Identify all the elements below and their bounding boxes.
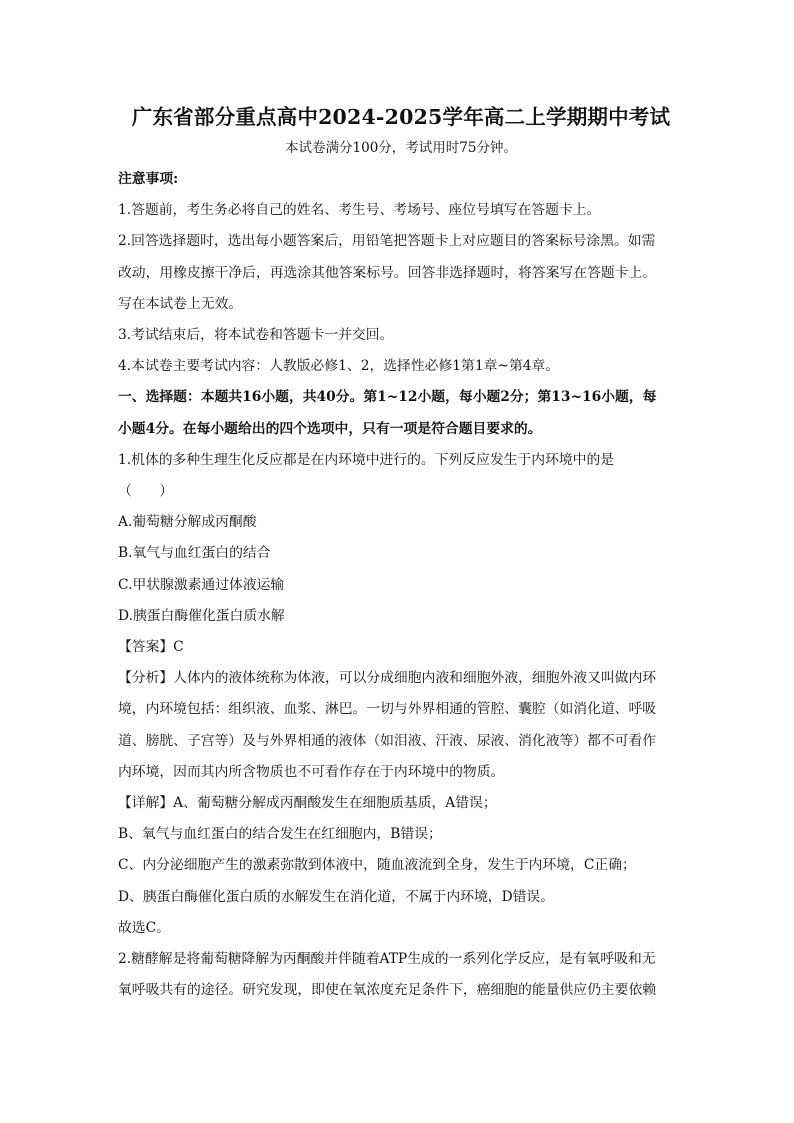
section-heading-line-1: 一、选择题：本题共16小题，共40分。第1~12小题，每小题2分；第13~16小题，每 bbox=[118, 389, 657, 406]
exam-info: 本试卷满分100分，考试用时75分钟。 bbox=[285, 140, 517, 156]
note-item-4: 4.本试卷主要考试内容：人教版必修1、2，选择性必修1第1章~第4章。 bbox=[118, 358, 560, 375]
question-2-stem-line-1: 2.糖酵解是将葡萄糖降解为丙酮酸并伴随着ATP生成的一系列化学反应，是有氧呼吸和无 bbox=[118, 951, 656, 968]
note-item-2-line-3: 写在本试卷上无效。 bbox=[118, 295, 243, 312]
question-1-option-a: A.葡萄糖分解成丙酮酸 bbox=[118, 514, 257, 531]
question-1-option-d: D.胰蛋白酶催化蛋白质水解 bbox=[118, 607, 285, 624]
page-title: 广东省部分重点高中2024-2025学年高二上学期期中考试 bbox=[131, 105, 671, 129]
question-1-detail-d: D、胰蛋白酶催化蛋白质的水解发生在消化道，不属于内环境，D错误。 bbox=[118, 888, 555, 905]
question-1-analysis-line-3: 道、膀胱、子宫等）及与外界相通的液体（如泪液、汗液、尿液、消化液等）都不可看作 bbox=[118, 732, 657, 749]
note-item-2-line-1: 2.回答选择题时，选出每小题答案后，用铅笔把答题卡上对应题目的答案标号涂黑。如需 bbox=[118, 233, 656, 250]
question-1-analysis-line-1: 【分析】人体内的液体统称为体液，可以分成细胞内液和细胞外液，细胞外液又叫做内环 bbox=[118, 670, 657, 687]
question-1-option-b: B.氧气与血红蛋白的结合 bbox=[118, 545, 271, 562]
question-1-detail-b: B、氧气与血红蛋白的结合发生在红细胞内，B错误； bbox=[118, 826, 442, 843]
section-heading-line-2: 小题4分。在每小题给出的四个选项中，只有一项是符合题目要求的。 bbox=[118, 420, 542, 437]
question-1-analysis-line-2: 境，内环境包括：组织液、血浆、淋巴。一切与外界相通的管腔、囊腔（如消化道、呼吸 bbox=[118, 701, 657, 718]
question-1-blank: （ ） bbox=[118, 483, 174, 500]
note-item-2-line-2: 改动，用橡皮擦干净后，再选涂其他答案标号。回答非选择题时，将答案写在答题卡上。 bbox=[118, 264, 657, 281]
note-item-1: 1.答题前，考生务必将自己的姓名、考生号、考场号、座位号填写在答题卡上。 bbox=[118, 202, 601, 219]
note-item-3: 3.考试结束后，将本试卷和答题卡一并交回。 bbox=[118, 327, 394, 344]
notes-heading: 注意事项: bbox=[118, 171, 179, 187]
question-1-option-c: C.甲状腺激素通过体液运输 bbox=[118, 576, 285, 593]
question-1-answer: 【答案】C bbox=[118, 639, 184, 656]
question-1-analysis-line-4: 内环境，因而其内所含物质也不可看作存在于内环境中的物质。 bbox=[118, 763, 505, 780]
question-1-conclusion: 故选C。 bbox=[118, 919, 170, 936]
question-1-detail-a: 【详解】A、葡萄糖分解成丙酮酸发生在细胞质基质，A错误； bbox=[118, 795, 497, 812]
question-1-detail-c: C、内分泌细胞产生的激素弥散到体液中，随血液流到全身，发生于内环境，C正确； bbox=[118, 857, 636, 874]
question-1-stem: 1.机体的多种生理生化反应都是在内环境中进行的。下列反应发生于内环境中的是 bbox=[118, 451, 615, 468]
question-2-stem-line-2: 氧呼吸共有的途径。研究发现，即使在氧浓度充足条件下，癌细胞的能量供应仍主要依赖 bbox=[118, 982, 657, 999]
